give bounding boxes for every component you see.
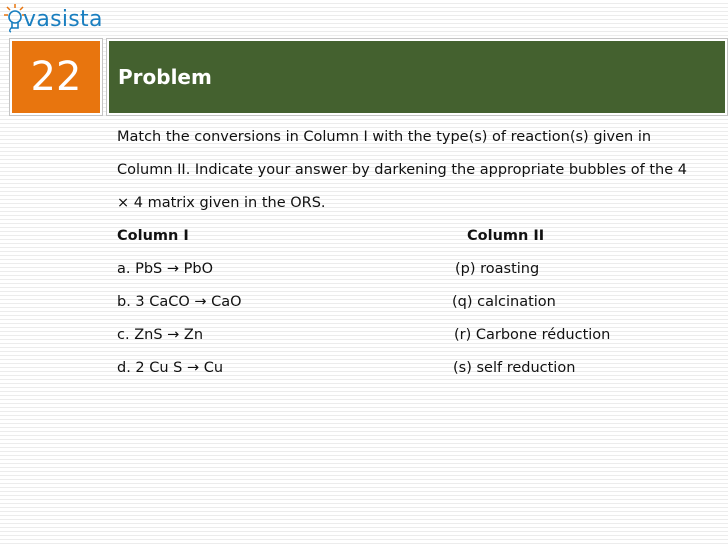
match-row: [117, 253, 717, 286]
slide-number: 22: [30, 54, 82, 100]
title-bar: [107, 39, 727, 115]
column1-item: a. PbS → PbO: [117, 261, 213, 277]
problem-content: [117, 121, 717, 385]
vasista-logo: [4, 2, 103, 34]
column1-header: Column I: [117, 228, 189, 244]
intro-line-1: Match the conversions in Column I with the type(s) of reaction(s) given in: [117, 129, 652, 145]
column1-item: d. 2 Cu S → Cu: [117, 360, 224, 376]
column1-item: b. 3 CaCO → CaO: [117, 294, 242, 310]
intro-line-2: Column II. Indicate your answer by darkening the appropriate bubbles of the 4: [117, 162, 687, 178]
intro-line-3: × 4 matrix given in the ORS.: [117, 195, 326, 211]
column1-item: c. ZnS → Zn: [117, 327, 204, 343]
match-row: [117, 286, 717, 319]
column2-item: (r) Carbone réduction: [454, 327, 611, 343]
match-row: [117, 352, 717, 385]
slide-title: Problem: [118, 65, 212, 89]
column2-item: (q) calcination: [452, 294, 556, 310]
column2-item: (p) roasting: [455, 261, 540, 277]
column-headers: [117, 220, 717, 253]
match-row: [117, 319, 717, 352]
logo-text: vasista: [23, 6, 103, 32]
column2-item: (s) self reduction: [453, 360, 576, 376]
slide-number-box: [10, 39, 102, 115]
column2-header: Column II: [467, 228, 545, 244]
